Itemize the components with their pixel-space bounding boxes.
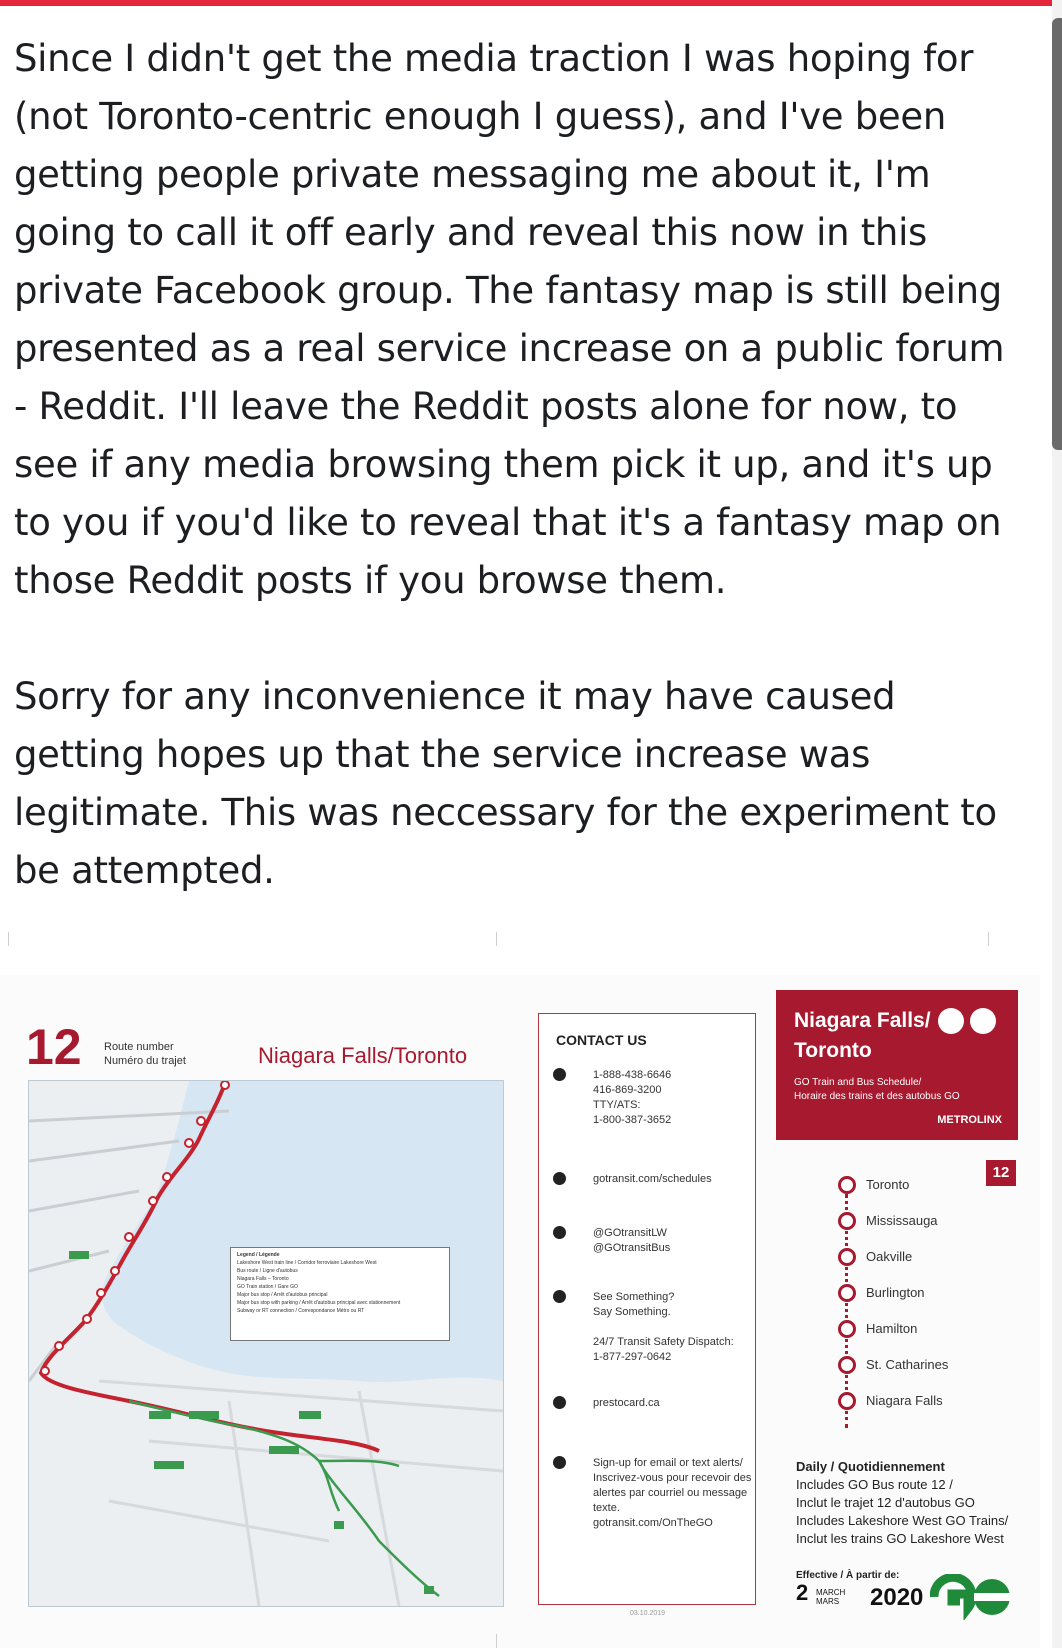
contact-safety	[553, 1290, 753, 1370]
stop-marker-icon	[838, 1284, 856, 1302]
contact-web-text: gotransit.com/schedules	[593, 1173, 712, 1185]
web-icon	[553, 1172, 566, 1185]
stop-item	[838, 1176, 1038, 1196]
legend-item: Lakeshore West train line / Corridor ferroviaire Lakeshore West	[237, 1260, 377, 1266]
post-text	[14, 30, 1014, 900]
contact-presto-text: prestocard.ca	[593, 1397, 660, 1409]
contact-alerts	[553, 1456, 753, 1556]
route-badge: 12	[986, 1160, 1016, 1186]
route-map	[28, 1080, 504, 1607]
stop-name: Mississauga	[866, 1213, 938, 1228]
service-line: Inclut le trajet 12 d'autobus GO	[796, 1495, 975, 1510]
train-icon	[938, 1008, 964, 1034]
effective-month: MARCH MARS	[816, 1588, 846, 1606]
stop-item	[838, 1284, 1038, 1304]
legend-item: Major bus stop with parking / Arrêt d'autobus principal avec stationnement	[237, 1300, 401, 1306]
stop-marker-icon	[838, 1248, 856, 1266]
stop-name: St. Catharines	[866, 1357, 949, 1372]
route-name: Niagara Falls/Toronto	[258, 1043, 468, 1068]
stop-marker-icon	[838, 1392, 856, 1410]
route-label-en: Route number	[104, 1041, 174, 1053]
scan-edge-mark	[8, 932, 9, 946]
scan-edge-mark	[496, 932, 497, 946]
service-line: Includes Lakeshore West GO Trains/	[796, 1513, 1009, 1528]
bus-icon	[970, 1008, 996, 1034]
contact-alerts-text: Sign-up for email or text alerts/ Inscrivez-vous pour recevoir des alertes par courriel ou message texte. gotransit.com/OnTheGO	[593, 1457, 752, 1529]
legend-item: Niagara Falls – Toronto	[237, 1276, 289, 1282]
legend-item: GO Train station / Gare GO	[237, 1284, 298, 1290]
twitter-icon	[553, 1226, 566, 1239]
scan-edge-mark	[496, 1634, 497, 1648]
contact-twitter-text: @GOtransitLW @GOtransitBus	[593, 1227, 671, 1254]
legend-item: Bus route / Ligne d'autobus	[237, 1268, 298, 1274]
contact-phone	[553, 1068, 753, 1128]
legend-title: Legend / Légende	[237, 1252, 280, 1258]
route-map-svg	[29, 1081, 503, 1606]
contact-presto	[553, 1396, 753, 1416]
top-accent-bar	[0, 0, 1062, 6]
stop-item	[838, 1212, 1038, 1232]
legend-item: Major bus stop / Arrêt d'autobus principal	[237, 1292, 328, 1298]
alert-icon	[553, 1290, 566, 1303]
legend-item: Subway or RT connection / Correspondance Métro ou RT	[237, 1308, 365, 1314]
stop-item	[838, 1392, 1038, 1412]
service-line: Inclut les trains GO Lakeshore West	[796, 1531, 1004, 1546]
scrollbar-thumb[interactable]	[1052, 18, 1062, 450]
route-label-fr: Numéro du trajet	[104, 1055, 186, 1067]
stop-name: Niagara Falls	[866, 1393, 943, 1408]
presto-icon	[553, 1396, 566, 1409]
cover-header	[776, 990, 1018, 1140]
post-paragraph-2: Sorry for any inconvenience it may have caused getting hopes up that the service increase was legitimate. This was neccessary for the experiment to be attempted.	[14, 675, 1009, 892]
cover-title: Niagara Falls/ Toronto	[794, 1009, 931, 1062]
route-number: 12	[26, 1019, 82, 1075]
contact-safety-text: See Something? Say Something. 24/7 Transit Safety Dispatch: 1-877-297-0642	[593, 1291, 734, 1363]
contact-web	[553, 1172, 753, 1192]
stop-name: Hamilton	[866, 1321, 918, 1336]
stop-marker-icon	[838, 1212, 856, 1230]
contact-title: CONTACT US	[556, 1032, 647, 1048]
stop-item	[838, 1320, 1038, 1340]
stop-name: Oakville	[866, 1249, 913, 1264]
stop-marker-icon	[838, 1176, 856, 1194]
service-heading: Daily / Quotidiennement	[796, 1459, 945, 1474]
scan-edge-mark	[988, 932, 989, 946]
stop-marker-icon	[838, 1356, 856, 1374]
print-code: 03.10.2019	[630, 1610, 666, 1617]
go-transit-logo	[930, 1574, 1014, 1620]
phone-icon	[553, 1068, 566, 1081]
map-legend	[230, 1247, 450, 1341]
service-line: Includes GO Bus route 12 /	[796, 1477, 953, 1492]
contact-phone-text: 1-888-438-6646 416-869-3200 TTY/ATS: 1-800-387-3652	[593, 1069, 672, 1126]
stop-item	[838, 1248, 1038, 1268]
stop-item	[838, 1356, 1038, 1376]
contact-twitter	[553, 1226, 753, 1256]
effective-year: 2020	[870, 1584, 924, 1611]
mail-icon	[553, 1456, 566, 1469]
cover-subtitle: GO Train and Bus Schedule/ Horaire des trains et des autobus GO	[794, 1077, 960, 1102]
stop-name: Burlington	[866, 1285, 925, 1300]
effective-label: Effective / À partir de:	[796, 1570, 900, 1581]
effective-day: 2	[796, 1580, 809, 1605]
service-info	[796, 1458, 1008, 1548]
metrolinx-logo: METROLINX	[937, 1114, 1002, 1126]
route-number-label	[104, 1040, 186, 1068]
stop-marker-icon	[838, 1320, 856, 1338]
stop-name: Toronto	[866, 1177, 910, 1192]
post-paragraph-1: Since I didn't get the media traction I was hoping for (not Toronto-centric enough I guess), and I've been getting people private messaging me about it, I'm going to call it off early and reveal this now in this private Facebook group. The fantasy map is still being presented as a real service increase on a public forum - Reddit. I'll leave the Reddit posts alone for now, to see if any media browsing them pick it up, and it's up to you if you'd like to reveal that it's a fantasy map on those Reddit posts if you browse them.	[14, 37, 1016, 602]
